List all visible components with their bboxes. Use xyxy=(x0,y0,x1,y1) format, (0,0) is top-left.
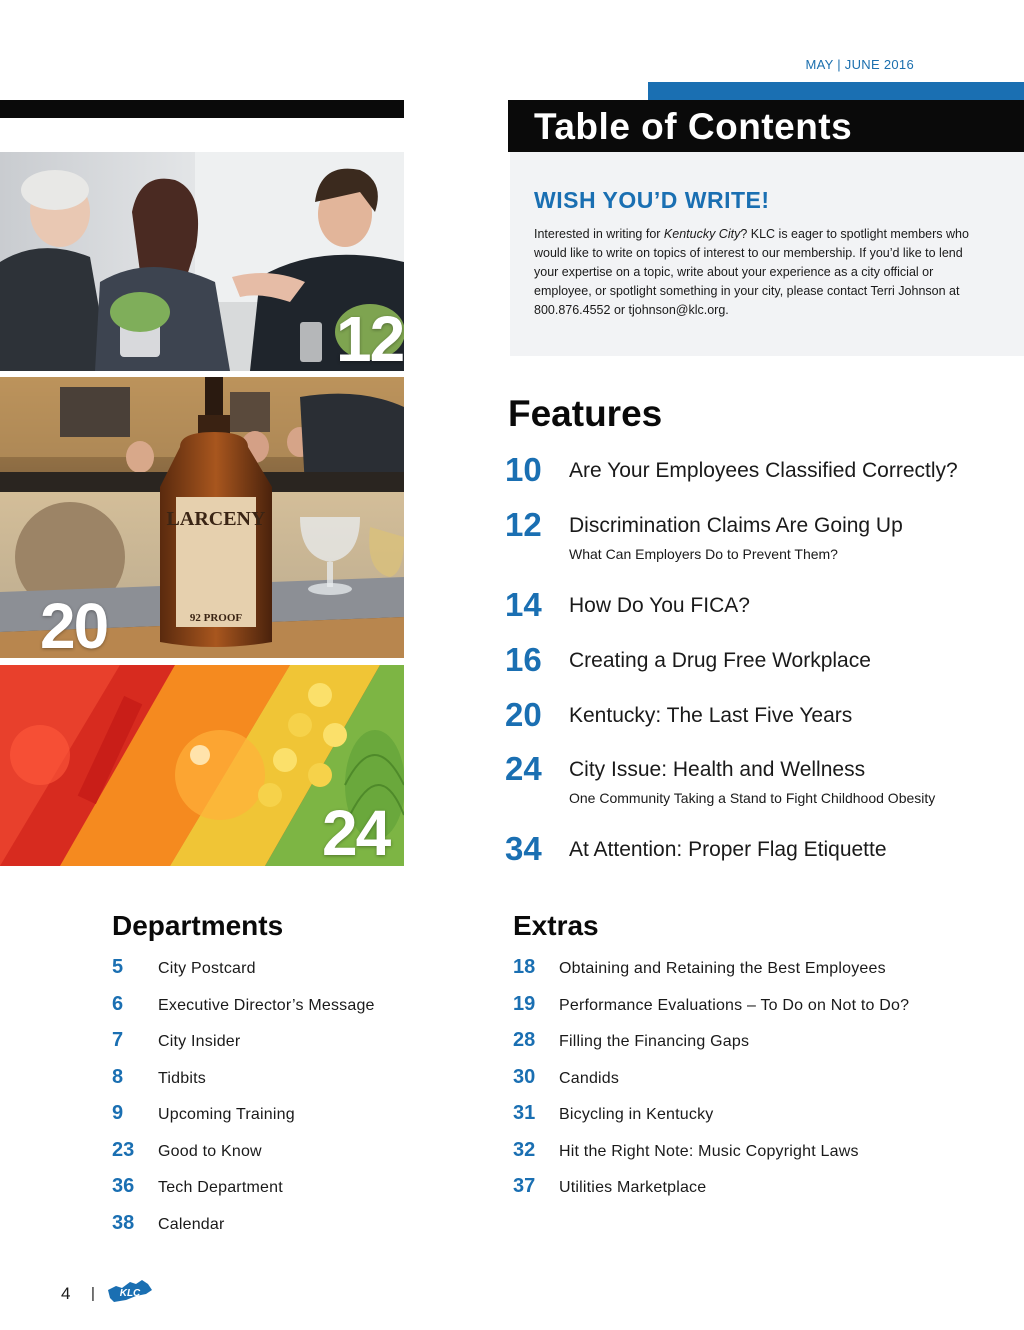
extra-page-number: 32 xyxy=(513,1138,536,1161)
feature-title: How Do You FICA? xyxy=(569,594,750,617)
extra-item[interactable] xyxy=(513,956,953,993)
department-page-number: 5 xyxy=(112,956,124,978)
extra-item[interactable] xyxy=(513,1175,953,1212)
department-page-number: 38 xyxy=(112,1211,135,1234)
write-body xyxy=(534,225,984,320)
bottle-proof-text: 92 PROOF xyxy=(189,612,243,624)
extra-item[interactable] xyxy=(513,993,953,1030)
department-item[interactable] xyxy=(112,993,452,1030)
department-page-number: 36 xyxy=(112,1175,135,1197)
feature-title: City Issue: Health and Wellness xyxy=(569,758,866,781)
extra-label: Candids xyxy=(559,1069,620,1087)
feature-subtitle: What Can Employers Do to Prevent Them? xyxy=(569,546,838,562)
feature-page-number: 16 xyxy=(505,641,542,678)
feature-page-number: 10 xyxy=(505,451,542,488)
feature-title: Kentucky: The Last Five Years xyxy=(569,704,853,727)
extra-label: Obtaining and Retaining the Best Employees xyxy=(559,960,886,977)
feature-title: Are Your Employees Classified Correctly? xyxy=(569,459,958,482)
blue-accent-bar xyxy=(648,82,1024,100)
department-item[interactable] xyxy=(112,1139,452,1176)
department-item[interactable] xyxy=(112,1029,452,1066)
features-title: Features xyxy=(508,393,663,434)
feature-title: Discrimination Claims Are Going Up xyxy=(569,514,903,537)
toc-banner xyxy=(508,100,1024,152)
department-label: Good to Know xyxy=(158,1142,262,1160)
extra-page-number: 28 xyxy=(513,1029,536,1051)
extra-page-number: 31 xyxy=(513,1102,536,1124)
write-heading: WISH YOU’D WRITE! xyxy=(534,187,770,213)
write-box xyxy=(510,152,1024,356)
extra-page-number: 37 xyxy=(513,1175,536,1197)
department-label: Tidbits xyxy=(158,1069,206,1087)
departments-title: Departments xyxy=(112,910,284,941)
extra-label: Performance Evaluations – To Do on Not to Do? xyxy=(559,996,910,1014)
department-page-number: 7 xyxy=(112,1029,124,1051)
department-page-number: 8 xyxy=(112,1065,124,1088)
extras-list xyxy=(513,956,953,1212)
feature-page-number: 12 xyxy=(505,506,542,543)
department-label: Upcoming Training xyxy=(158,1106,295,1123)
photo-page-number: 12 xyxy=(336,303,404,371)
klc-logo-text: KLC xyxy=(119,1288,141,1299)
extra-label: Bicycling in Kentucky xyxy=(559,1106,714,1123)
photo-produce[interactable] xyxy=(0,665,404,866)
department-label: City Insider xyxy=(158,1033,241,1050)
photo-page-number: 24 xyxy=(322,797,390,866)
department-label: Executive Director’s Message xyxy=(158,996,375,1014)
department-label: Calendar xyxy=(158,1215,225,1233)
write-body-magazine: Kentucky City xyxy=(663,227,741,241)
feature-subtitle: One Community Taking a Stand to Fight Childhood Obesity xyxy=(569,790,936,806)
feature-title: At Attention: Proper Flag Etiquette xyxy=(569,838,887,861)
extra-page-number: 30 xyxy=(513,1065,536,1088)
department-item[interactable] xyxy=(112,1212,452,1249)
photo-meeting[interactable] xyxy=(0,152,404,371)
write-body-prefix: Interested in writing for xyxy=(534,227,664,241)
bottle-label-text: LARCENY xyxy=(166,508,266,530)
extra-item[interactable] xyxy=(513,1139,953,1176)
feature-title: Creating a Drug Free Workplace xyxy=(569,649,871,672)
photo-page-number: 20 xyxy=(40,590,108,658)
departments-list xyxy=(112,956,452,1248)
department-label: City Postcard xyxy=(158,960,256,977)
page-title: Table of Contents xyxy=(534,106,853,147)
feature-page-number: 20 xyxy=(505,696,542,733)
issue-date: MAY | JUNE 2016 xyxy=(805,57,914,72)
department-label: Tech Department xyxy=(158,1179,283,1196)
department-page-number: 6 xyxy=(112,992,124,1015)
feature-page-number: 24 xyxy=(505,750,542,787)
extra-item[interactable] xyxy=(513,1066,953,1103)
department-item[interactable] xyxy=(112,1102,452,1139)
extra-page-number: 18 xyxy=(513,956,536,978)
feature-page-number: 34 xyxy=(505,830,542,867)
department-item[interactable] xyxy=(112,1066,452,1103)
footer-separator: | xyxy=(91,1285,95,1302)
klc-logo-icon xyxy=(106,1278,154,1311)
extra-label: Utilities Marketplace xyxy=(559,1179,707,1196)
write-body-suffix: ? KLC is eager to spotlight members who would like to write on topics of interest to our membership. If you’d like to lend your expertise on a topic, write about your experience as a city official or employee, or spotlight something in your city, please contact Terri Johnson at 800.876.4552 or tjohnson@klc.org. xyxy=(534,227,969,317)
department-page-number: 23 xyxy=(112,1138,135,1161)
department-page-number: 9 xyxy=(112,1102,124,1124)
extra-label: Hit the Right Note: Music Copyright Laws xyxy=(559,1142,859,1160)
extras-title: Extras xyxy=(513,910,599,941)
footer-page-number: 4 xyxy=(61,1284,71,1303)
extra-page-number: 19 xyxy=(513,992,536,1015)
extra-item[interactable] xyxy=(513,1102,953,1139)
extra-label: Filling the Financing Gaps xyxy=(559,1033,750,1050)
feature-page-number: 14 xyxy=(505,586,542,623)
department-item[interactable] xyxy=(112,956,452,993)
left-black-bar xyxy=(0,100,404,118)
extra-item[interactable] xyxy=(513,1029,953,1066)
department-item[interactable] xyxy=(112,1175,452,1212)
photo-bourbon[interactable] xyxy=(0,377,404,658)
